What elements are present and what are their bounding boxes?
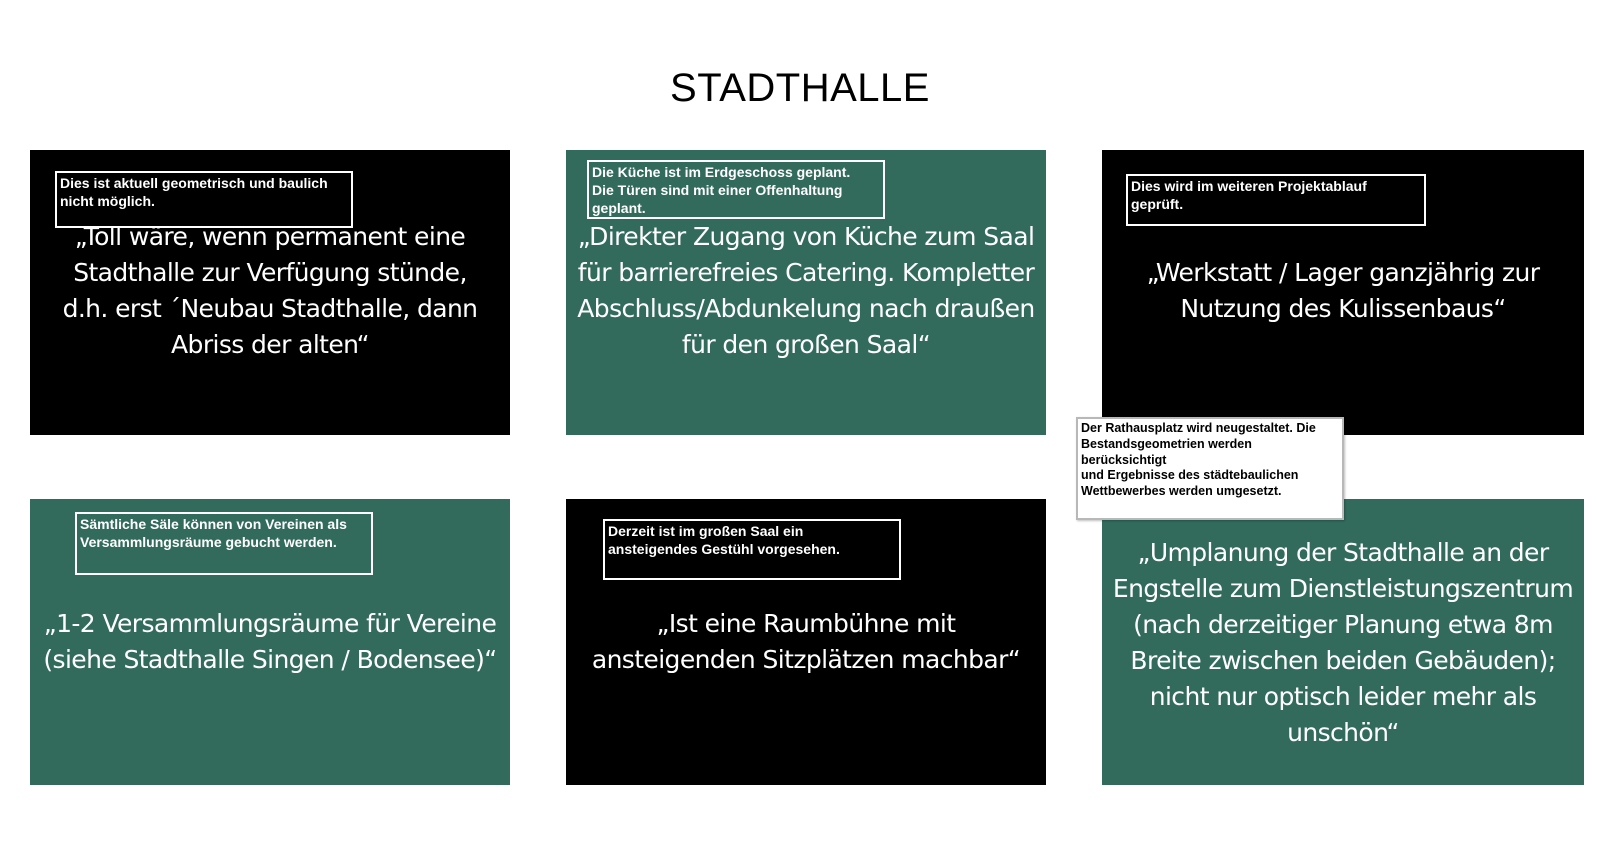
card-stage-seating [566, 499, 1046, 785]
card-permanent-hall [30, 150, 510, 435]
answer-note: Dies ist aktuell geometrisch und baulich nicht möglich. [55, 171, 353, 228]
answer-note: Derzeit ist im großen Saal ein ansteigendes Gestühl vorgesehen. [603, 519, 901, 580]
answer-note-rathausplatz: Der Rathausplatz wird neugestaltet. Die Bestandsgeometrien werden berücksichtigt und Ergebnisse des städtebaulichen Wettbewerbes werden umgesetzt. [1076, 417, 1344, 520]
card-workshop-storage [1102, 150, 1584, 435]
card-quote: „Werkstatt / Lager ganzjährig zur Nutzung des Kulissenbaus“ [1146, 258, 1540, 323]
answer-note: Dies wird im weiteren Projektablauf geprüft. [1126, 174, 1426, 226]
card-club-rooms [30, 499, 510, 785]
answer-note: Sämtliche Säle können von Vereinen als Versammlungsräume gebucht werden. [75, 512, 373, 575]
answer-note: Die Küche ist im Erdgeschoss geplant. Die Türen sind mit einer Offenhaltung geplant. [587, 160, 885, 219]
card-quote: „Toll wäre, wenn permanent eine Stadthalle zur Verfügung stünde, d.h. erst ´Neubau Stadthalle, dann Abriss der alten“ [62, 222, 478, 359]
card-quote: „Umplanung der Stadthalle an der Engstelle zum Dienstleistungszentrum (nach derzeitiger Planung etwa 8m Breite zwischen beiden Gebäuden); nicht nur optisch leider mehr als unschön“ [1112, 538, 1574, 747]
card-narrow-passage [1102, 499, 1584, 785]
card-quote: „Direkter Zugang von Küche zum Saal für barrierefreies Catering. Kompletter Abschluss/Abdunkelung nach draußen für den großen Saal“ [577, 222, 1035, 359]
page-title: STADTHALLE [670, 66, 930, 110]
card-quote: „1-2 Versammlungsräume für Vereine (siehe Stadthalle Singen / Bodensee)“ [43, 609, 497, 674]
card-kitchen-access [566, 150, 1046, 435]
card-quote: „Ist eine Raumbühne mit ansteigenden Sitzplätzen machbar“ [591, 609, 1021, 674]
